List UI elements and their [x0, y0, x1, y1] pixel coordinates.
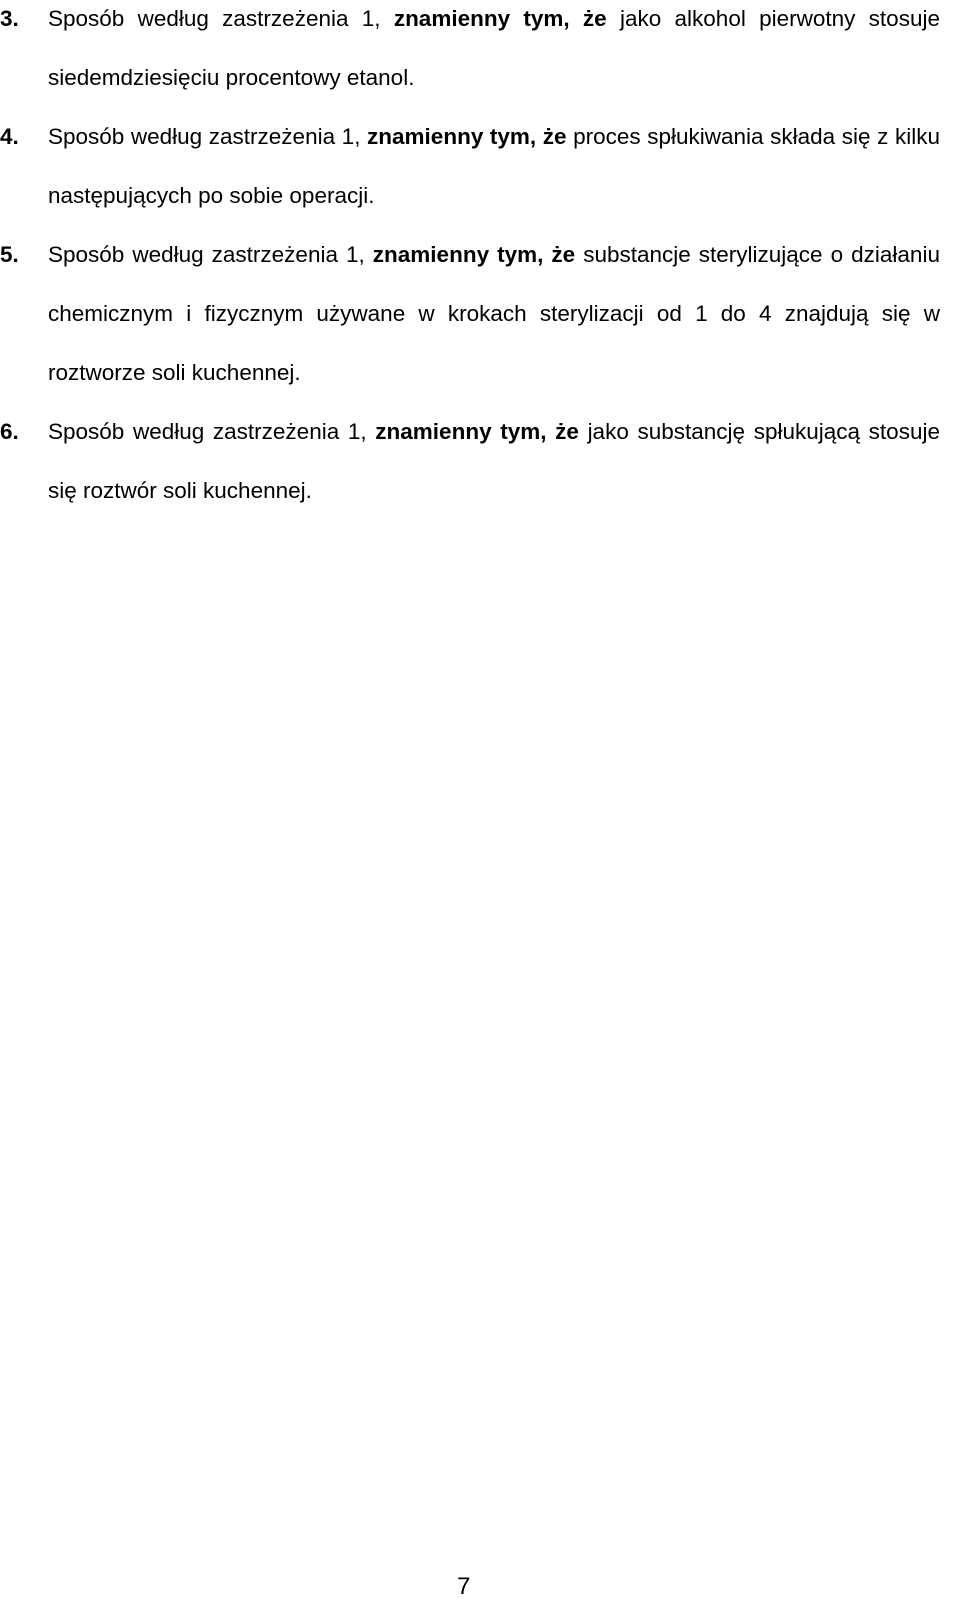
- claim-5: [0, 225, 960, 402]
- claim-emphasis: znamienny tym, że: [375, 419, 579, 444]
- claim-number: 4.: [0, 124, 19, 149]
- claim-intro: Sposób według zastrzeżenia 1,: [48, 242, 365, 267]
- claim-body: jako substancję spłukującą stosuje się roztwór soli kuchennej.: [48, 419, 940, 503]
- claim-intro: Sposób według zastrzeżenia 1,: [48, 6, 381, 31]
- claim-emphasis: znamienny tym, że: [393, 6, 607, 31]
- claim-3: [0, 0, 960, 107]
- claim-6: [0, 402, 960, 520]
- claim-number: 5.: [0, 242, 19, 267]
- claim-number: 6.: [0, 419, 19, 444]
- claim-body: proces spłukiwania składa się z kilku następujących po sobie operacji.: [48, 124, 940, 208]
- claim-intro: Sposób według zastrzeżenia 1,: [48, 419, 367, 444]
- claim-body: substancje sterylizujące o działaniu chemicznym i fizycznym używane w krokach sterylizacji od 1 do 4 znajdują się w roztworze soli kuchennej.: [48, 242, 940, 385]
- claims-list: [0, 0, 960, 531]
- page-number: 7: [457, 1573, 471, 1600]
- claim-body: jako alkohol pierwotny stosuje siedemdziesięciu procentowy etanol.: [48, 6, 940, 90]
- claim-4: [0, 107, 960, 225]
- claim-emphasis: znamienny tym, że: [372, 242, 576, 267]
- claim-emphasis: znamienny tym, że: [367, 124, 567, 149]
- claim-intro: Sposób według zastrzeżenia 1,: [48, 124, 361, 149]
- claim-number: 3.: [0, 6, 19, 31]
